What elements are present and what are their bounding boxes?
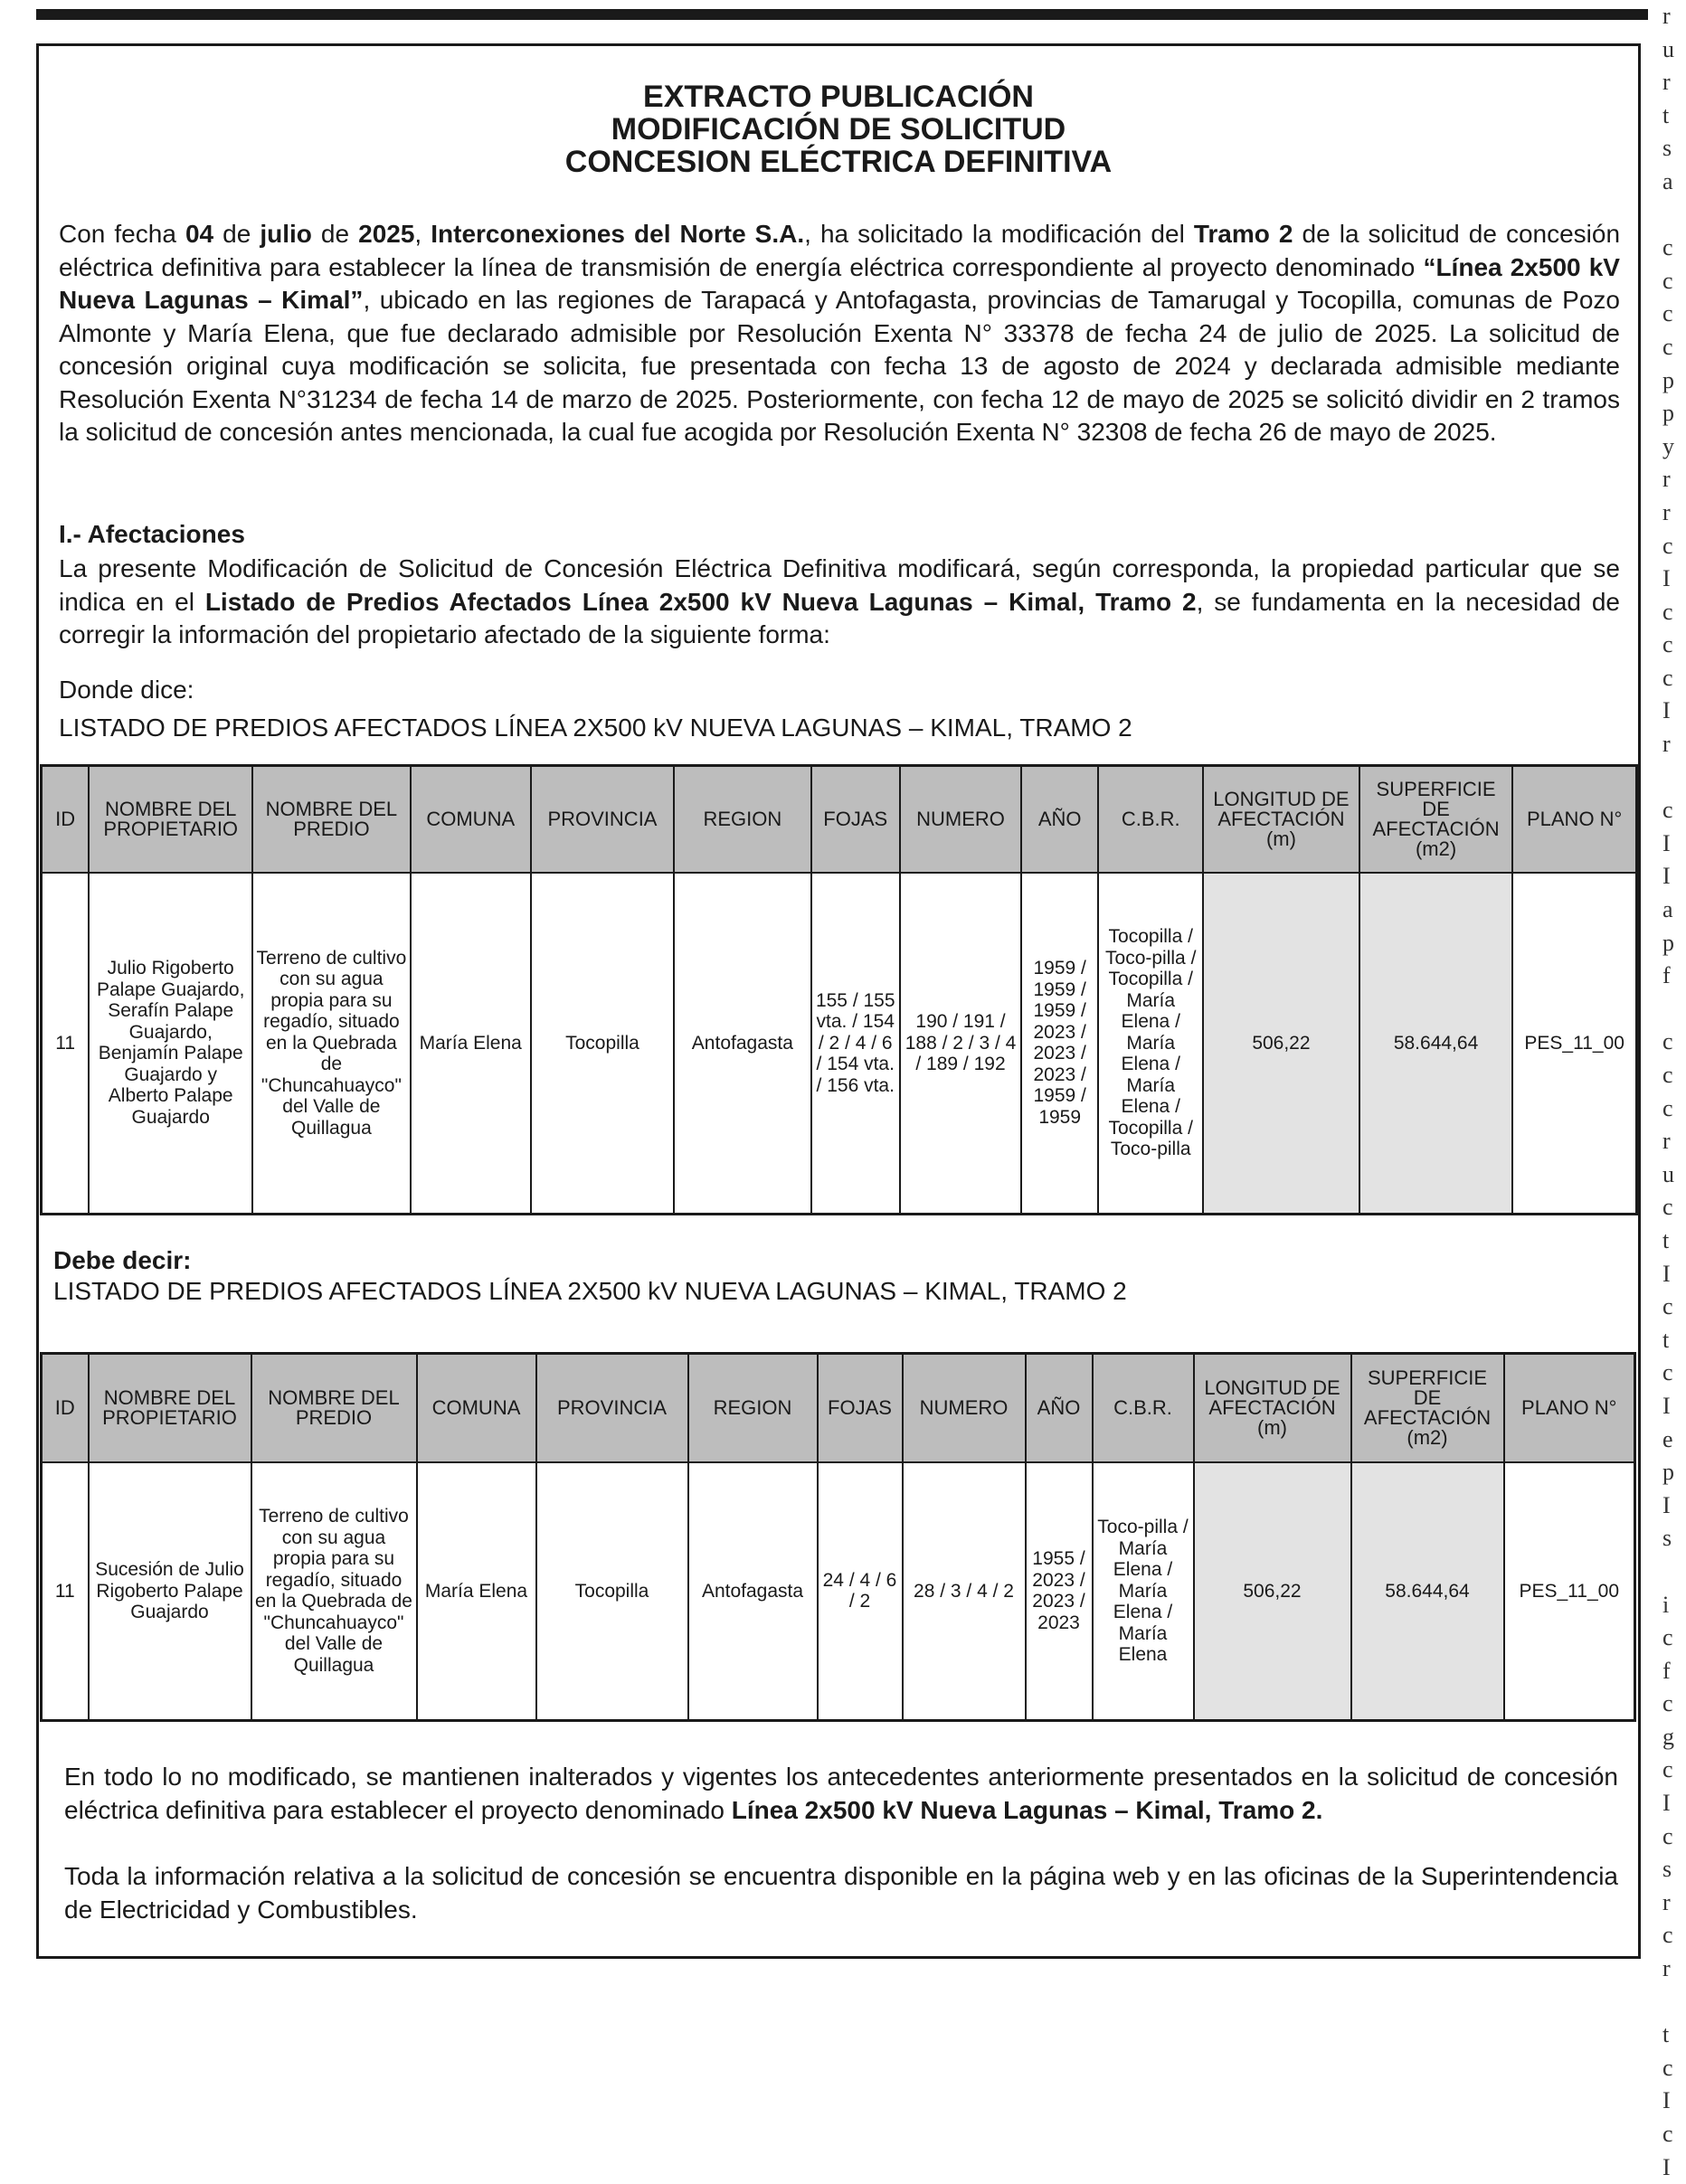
adjacent-column-letter	[1662, 1555, 1686, 1589]
cell-numero: 28 / 3 / 4 / 2	[903, 1462, 1026, 1721]
header-cbr: C.B.R.	[1093, 1354, 1194, 1462]
adjacent-column-letter: p	[1662, 929, 1674, 956]
adjacent-column-letter: I	[1662, 1790, 1671, 1817]
cell-predio: Terreno de cultivo con su agua propia para su regadío, situado en la Quebrada de "Chuncahuayco" del Valle de Quillagua	[251, 1462, 417, 1721]
adjacent-column-letter	[1662, 993, 1686, 1026]
header-predio: NOMBRE DEL PREDIO	[251, 1354, 417, 1462]
adjacent-column-letter: c	[1662, 2121, 1673, 2147]
header-region: REGION	[688, 1354, 818, 1462]
adjacent-column-letter: c	[1662, 1062, 1673, 1088]
table-header-row	[42, 766, 1637, 873]
header-numero: NUMERO	[900, 766, 1021, 873]
title-line-2: MODIFICACIÓN DE SOLICITUD	[611, 112, 1066, 147]
header-id: ID	[42, 766, 90, 873]
cell-comuna: María Elena	[417, 1462, 536, 1721]
publication-frame	[36, 43, 1641, 1959]
adjacent-column-letter: r	[1662, 1128, 1671, 1155]
header-propietario: NOMBRE DEL PROPIETARIO	[89, 1354, 251, 1462]
header-comuna: COMUNA	[411, 766, 531, 873]
adjacent-column-letter: s	[1662, 135, 1672, 162]
debe-decir-label: Debe decir:	[53, 1246, 192, 1274]
adjacent-column-letter: u	[1662, 35, 1674, 62]
adjacent-column-letter	[1662, 199, 1686, 232]
closing-paragraph-1: En todo lo no modificado, se mantienen inalterados y vigentes los antecedentes anteriormente presentados en la solicitud de concesión eléctrica definitiva para establecer el proyecto denominado Línea 2x500 kV Nueva Lagunas – Kimal, Tramo 2.	[64, 1763, 1618, 1824]
adjacent-column-letter: f	[1662, 962, 1671, 989]
header-cbr: C.B.R.	[1098, 766, 1203, 873]
cell-fojas: 155 / 155 vta. / 154 / 2 / 4 / 6 / 154 vta. / 156 vta.	[811, 873, 901, 1215]
title-line-3: CONCESION ELÉCTRICA DEFINITIVA	[564, 145, 1113, 179]
adjacent-column-letter	[1662, 1986, 1686, 2019]
table-debe-decir	[40, 1352, 1636, 1722]
header-fojas: FOJAS	[818, 1354, 903, 1462]
adjacent-column-letter: p	[1662, 366, 1674, 393]
header-anio: AÑO	[1026, 1354, 1093, 1462]
adjacent-column-letter: c	[1662, 1094, 1673, 1121]
adjacent-column-letter: c	[1662, 300, 1673, 327]
cell-plano: PES_11_00	[1504, 1462, 1635, 1721]
adjacent-column-letter	[1662, 761, 1686, 795]
cell-superficie: 58.644,64	[1359, 873, 1513, 1215]
header-plano: PLANO N°	[1512, 766, 1636, 873]
adjacent-column-letter: s	[1662, 1525, 1672, 1552]
adjacent-column-letter: c	[1662, 2054, 1673, 2081]
adjacent-column-letter: c	[1662, 267, 1673, 294]
adjacent-column-letter: c	[1662, 1922, 1673, 1949]
cell-longitud: 506,22	[1194, 1462, 1351, 1721]
cell-anio: 1959 / 1959 / 1959 / 2023 / 2023 / 2023 / 1959 / 1959	[1021, 873, 1098, 1215]
adjacent-column-letter: e	[1662, 1425, 1673, 1452]
header-comuna: COMUNA	[417, 1354, 536, 1462]
adjacent-column-letter: r	[1662, 1888, 1671, 1915]
header-longitud: LONGITUD DE AFECTACIÓN (m)	[1194, 1354, 1351, 1462]
table-row	[42, 1462, 1635, 1721]
donde-dice-subtitle: LISTADO DE PREDIOS AFECTADOS LÍNEA 2X500 kV NUEVA LAGUNAS – KIMAL, TRAMO 2	[59, 714, 1132, 742]
adjacent-column-letter: I	[1662, 1491, 1671, 1518]
adjacent-column-letter: I	[1662, 1260, 1671, 1287]
adjacent-column-letter: c	[1662, 234, 1673, 261]
adjacent-column-letter: c	[1662, 333, 1673, 360]
cell-region: Antofagasta	[688, 1462, 818, 1721]
cell-fojas: 24 / 4 / 6 / 2	[818, 1462, 903, 1721]
adjacent-column-letter: I	[1662, 2153, 1671, 2180]
adjacent-column-letter: I	[1662, 2087, 1671, 2114]
adjacent-column-letter: I	[1662, 697, 1671, 724]
adjacent-column-letter: I	[1662, 863, 1671, 890]
cell-propietario: Julio Rigoberto Palape Guajardo, Serafín Palape Guajardo, Benjamín Palape Guajardo y Alberto Palape Guajardo	[89, 873, 252, 1215]
adjacent-column-letter: r	[1662, 69, 1671, 96]
header-predio: NOMBRE DEL PREDIO	[252, 766, 411, 873]
adjacent-column-letter: r	[1662, 731, 1671, 758]
header-provincia: PROVINCIA	[531, 766, 674, 873]
header-propietario: NOMBRE DEL PROPIETARIO	[89, 766, 252, 873]
table-donde-dice	[40, 764, 1638, 1215]
cell-numero: 190 / 191 / 188 / 2 / 3 / 4 / 189 / 192	[900, 873, 1021, 1215]
debe-decir-subtitle: LISTADO DE PREDIOS AFECTADOS LÍNEA 2X500 kV NUEVA LAGUNAS – KIMAL, TRAMO 2	[53, 1277, 1127, 1305]
adjacent-column-letter: c	[1662, 664, 1673, 691]
cell-plano: PES_11_00	[1512, 873, 1636, 1215]
closing-paragraph-2: Toda la información relativa a la solicitud de concesión se encuentra disponible en la página web y en las oficinas de la Superintendencia de Electricidad y Combustibles.	[64, 1862, 1618, 1924]
adjacent-column-letter: i	[1662, 1591, 1670, 1618]
header-numero: NUMERO	[903, 1354, 1026, 1462]
cell-provincia: Tocopilla	[536, 1462, 688, 1721]
adjacent-column-letter: I	[1662, 829, 1671, 856]
adjacent-column-letter: c	[1662, 532, 1673, 559]
title-block	[39, 80, 1638, 178]
adjacent-column-letter: s	[1662, 1856, 1672, 1883]
adjacent-column-letter: u	[1662, 1160, 1674, 1187]
header-superficie: SUPERFICIE DE AFECTACIÓN (m2)	[1351, 1354, 1504, 1462]
adjacent-column-letter: t	[1662, 1326, 1670, 1353]
adjacent-column-letter: c	[1662, 598, 1673, 625]
adjacent-column-fragment	[1662, 0, 1686, 2180]
header-superficie: SUPERFICIE DE AFECTACIÓN (m2)	[1359, 766, 1513, 873]
top-rule	[36, 9, 1648, 20]
adjacent-column-letter: c	[1662, 1822, 1673, 1849]
header-anio: AÑO	[1021, 766, 1098, 873]
adjacent-column-letter: y	[1662, 432, 1674, 459]
cell-cbr: Tocopilla / Toco-pilla / Tocopilla / María Elena / María Elena / María Elena / Tocopilla / Toco-pilla	[1098, 873, 1203, 1215]
section-paragraph: La presente Modificación de Solicitud de Concesión Eléctrica Definitiva modificará, según corresponda, la propiedad particular que se indica en el Listado de Predios Afectados Línea 2x500 kV Nueva Lagunas – Kimal, Tramo 2, se fundamenta en la necesidad de corregir la información del propietario afectado de la siguiente forma:	[59, 554, 1621, 648]
adjacent-column-letter: p	[1662, 400, 1674, 427]
header-region: REGION	[674, 766, 810, 873]
adjacent-column-letter: c	[1662, 1624, 1673, 1651]
cell-id: 11	[42, 1462, 89, 1721]
cell-anio: 1955 / 2023 / 2023 / 2023	[1026, 1462, 1093, 1721]
adjacent-column-letter: t	[1662, 101, 1670, 128]
adjacent-column-letter: c	[1662, 1194, 1673, 1221]
adjacent-column-letter: c	[1662, 1359, 1673, 1386]
header-id: ID	[42, 1354, 89, 1462]
cell-region: Antofagasta	[674, 873, 810, 1215]
adjacent-column-letter: r	[1662, 3, 1671, 29]
adjacent-column-letter: a	[1662, 896, 1673, 923]
adjacent-column-letter: c	[1662, 1756, 1673, 1783]
cell-propietario: Sucesión de Julio Rigoberto Palape Guajardo	[89, 1462, 251, 1721]
cell-predio: Terreno de cultivo con su agua propia para su regadío, situado en la Quebrada de "Chuncahuayco" del Valle de Quillagua	[252, 873, 411, 1215]
header-fojas: FOJAS	[811, 766, 901, 873]
cell-superficie: 58.644,64	[1351, 1462, 1504, 1721]
adjacent-column-letter: I	[1662, 1392, 1671, 1419]
adjacent-column-letter: I	[1662, 565, 1671, 592]
cell-id: 11	[42, 873, 90, 1215]
header-provincia: PROVINCIA	[536, 1354, 688, 1462]
header-plano: PLANO N°	[1504, 1354, 1635, 1462]
adjacent-column-letter: c	[1662, 1293, 1673, 1320]
cell-cbr: Toco-pilla / María Elena / María Elena / María Elena	[1093, 1462, 1194, 1721]
donde-dice-label: Donde dice:	[59, 676, 194, 704]
adjacent-column-letter: t	[1662, 2021, 1670, 2048]
adjacent-column-letter: t	[1662, 1226, 1670, 1253]
header-longitud: LONGITUD DE AFECTACIÓN (m)	[1203, 766, 1359, 873]
adjacent-column-letter: r	[1662, 498, 1671, 525]
adjacent-column-letter: g	[1662, 1723, 1674, 1750]
intro-paragraph: Con fecha 04 de julio de 2025, Interconexiones del Norte S.A., ha solicitado la modificación del Tramo 2 de la solicitud de concesión eléctrica definitiva para establecer la línea de transmisión de energía eléctrica correspondiente al proyecto denominado “Línea 2x500 kV Nueva Lagunas – Kimal”, ubicado en las regiones de Tarapacá y Antofagasta, provincias de Tamarugal y Tocopilla, comunas de Pozo Almonte y María Elena, que fue declarado admisible por Resolución Exenta N° 33378 de fecha 24 de julio de 2025. La solicitud de concesión original cuya modificación se solicita, fue presentada con fecha 13 de agosto de 2024 y declarada admisible mediante Resolución Exenta N°31234 de fecha 14 de marzo de 2025. Posteriormente, con fecha 12 de mayo de 2025 se solicitó dividir en 2 tramos la solicitud de concesión antes mencionada, la cual fue acogida por Resolución Exenta N° 32308 de fecha 26 de mayo de 2025.	[59, 220, 1621, 446]
adjacent-column-letter: f	[1662, 1657, 1671, 1684]
title-line-1: EXTRACTO PUBLICACIÓN	[643, 80, 1034, 114]
adjacent-column-letter: c	[1662, 631, 1673, 658]
adjacent-column-letter: a	[1662, 167, 1673, 194]
adjacent-column-letter: c	[1662, 797, 1673, 824]
cell-comuna: María Elena	[411, 873, 531, 1215]
adjacent-column-letter: c	[1662, 1690, 1673, 1717]
adjacent-column-letter: c	[1662, 1028, 1673, 1055]
adjacent-column-letter: r	[1662, 1955, 1671, 1982]
adjacent-column-letter: p	[1662, 1459, 1674, 1486]
adjacent-column-letter: r	[1662, 466, 1671, 493]
cell-longitud: 506,22	[1203, 873, 1359, 1215]
table-header-row	[42, 1354, 1635, 1462]
cell-provincia: Tocopilla	[531, 873, 674, 1215]
section-heading: I.- Afectaciones	[59, 520, 245, 548]
table-row	[42, 873, 1637, 1215]
